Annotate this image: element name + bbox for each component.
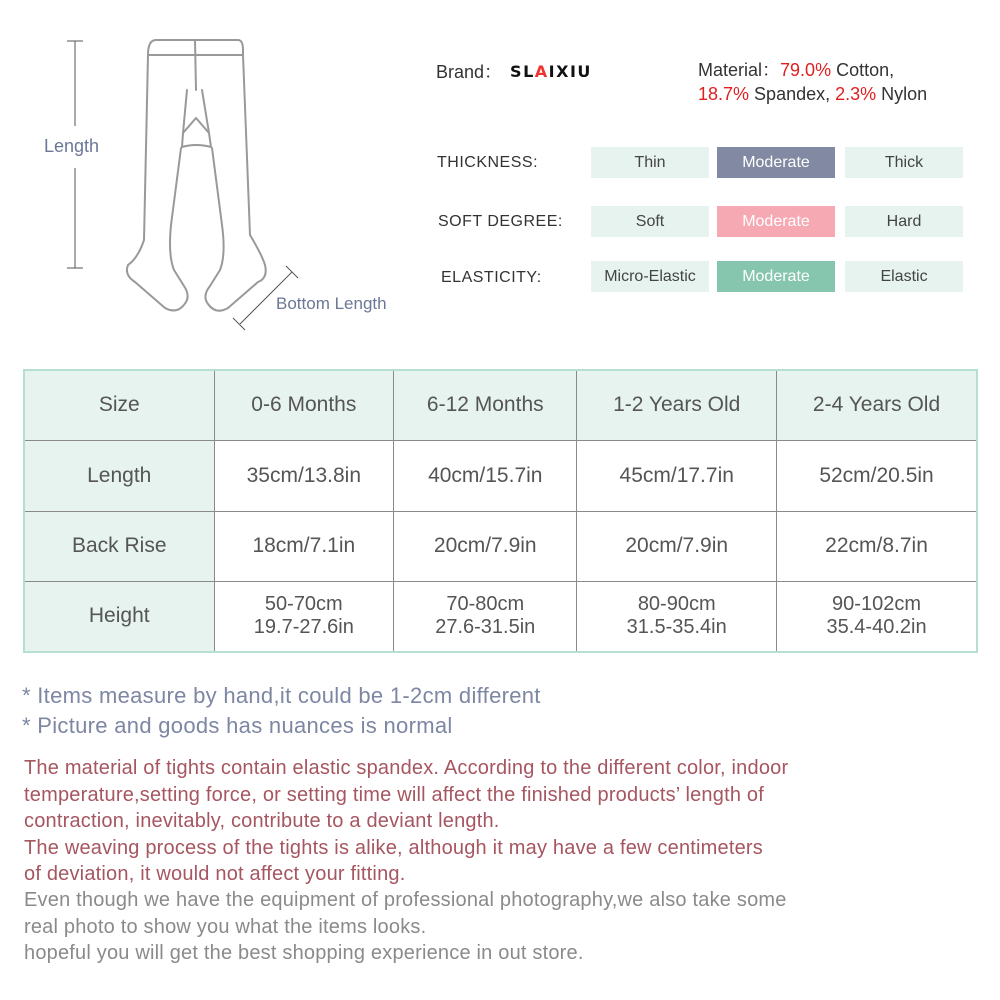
elasticity-label: ELASTICITY: xyxy=(441,269,542,286)
table-cell: 80-90cm 31.5-35.4in xyxy=(577,581,777,652)
table-cell: 90-102cm 35.4-40.2in xyxy=(777,581,977,652)
material-info: Material：79.0% Cotton, 18.7% Spandex, 2.3% Nylon xyxy=(698,60,928,104)
row-label: Height xyxy=(24,581,214,652)
table-row xyxy=(24,511,977,581)
table-cell: 70-80cm 27.6-31.5in xyxy=(394,581,577,652)
thickness-option-moderate-selected: Moderate xyxy=(717,147,835,178)
thickness-option-thin: Thin xyxy=(591,147,709,178)
tights-outline-icon xyxy=(0,0,420,340)
table-row xyxy=(24,440,977,511)
table-cell: 20cm/7.9in xyxy=(577,511,777,581)
table-cell: 45cm/17.7in xyxy=(577,440,777,511)
soft-option-soft: Soft xyxy=(591,206,709,237)
row-label: Length xyxy=(24,440,214,511)
table-cell: 52cm/20.5in xyxy=(777,440,977,511)
soft-option-hard: Hard xyxy=(845,206,963,237)
soft-option-moderate-selected: Moderate xyxy=(717,206,835,237)
table-cell: 50-70cm 19.7-27.6in xyxy=(214,581,394,652)
bottom-length-label: Bottom Length xyxy=(276,294,387,313)
table-row xyxy=(24,581,977,652)
material-disclaimer: The material of tights contain elastic spandex. According to the different color, indoor temperature,setting force, or setting time will affect the finished products’ length of contraction, inevitably, contribute to a deviant length. The weaving process of the tights is alike, although it may have a few centimeters of deviation, it would not affect your fitting. xyxy=(24,757,789,885)
table-header-cell: 1-2 Years Old xyxy=(577,370,777,440)
table-header-cell: 6-12 Months xyxy=(394,370,577,440)
row-label: Back Rise xyxy=(24,511,214,581)
size-chart-table xyxy=(23,369,978,653)
elasticity-option-micro-elastic: Micro-Elastic xyxy=(591,261,709,292)
photo-disclaimer: Even though we have the equipment of professional photography,we also take some real photo to show you what the items looks. hopeful you will get the best shopping experience in out store. xyxy=(24,889,787,964)
table-cell: 35cm/13.8in xyxy=(214,440,394,511)
table-header-cell: 0-6 Months xyxy=(214,370,394,440)
soft-degree-label: SOFT DEGREE: xyxy=(438,213,563,230)
table-header-cell: Size xyxy=(24,370,214,440)
table-cell: 18cm/7.1in xyxy=(214,511,394,581)
elasticity-option-elastic: Elastic xyxy=(845,261,963,292)
brand-label: Brand： xyxy=(436,62,503,82)
thickness-label: THICKNESS: xyxy=(437,154,539,171)
thickness-option-thick: Thick xyxy=(845,147,963,178)
note-measure: * Items measure by hand,it could be 1-2cm different xyxy=(22,683,541,708)
brand-info xyxy=(436,58,592,84)
table-cell: 22cm/8.7in xyxy=(777,511,977,581)
brand-logo: SLAIXIU xyxy=(510,61,592,81)
tights-measurement-diagram xyxy=(0,0,420,340)
table-cell: 40cm/15.7in xyxy=(394,440,577,511)
length-label: Length xyxy=(44,136,100,156)
table-cell: 20cm/7.9in xyxy=(394,511,577,581)
table-header-cell: 2-4 Years Old xyxy=(777,370,977,440)
table-header-row xyxy=(24,370,977,440)
note-nuances: * Picture and goods has nuances is normal xyxy=(22,713,453,738)
elasticity-option-moderate-selected: Moderate xyxy=(717,261,835,292)
